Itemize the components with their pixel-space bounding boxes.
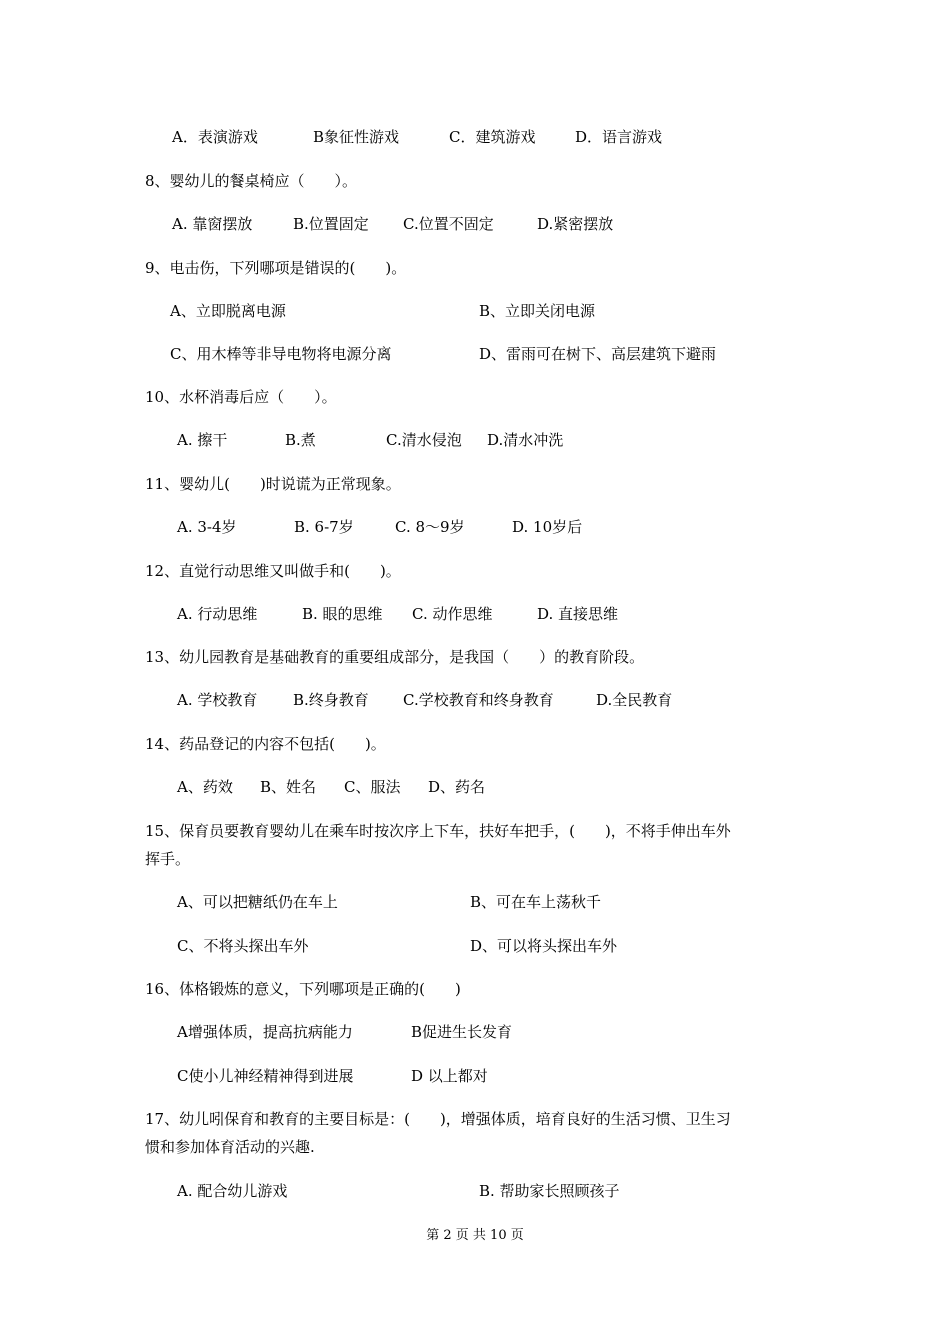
q13-option-d: D.全民教育	[596, 691, 673, 709]
q7-option-c: C．建筑游戏	[449, 128, 536, 146]
question-12-stem: 12、直觉行动思维又叫做手和( )。	[145, 562, 401, 580]
q14-option-a: A、药效	[177, 778, 233, 796]
q13-option-b: B.终身教育	[293, 691, 369, 709]
q17-option-b: B. 帮助家长照顾孩子	[479, 1182, 620, 1200]
q10-option-c: C.清水侵泡	[386, 431, 462, 449]
q11-option-c: C. 8～9岁	[395, 518, 465, 536]
q8-option-b: B.位置固定	[293, 215, 369, 233]
q8-option-a: A. 靠窗摆放	[172, 215, 253, 233]
question-17-stem-line2: 惯和参加体育活动的兴趣.	[145, 1138, 315, 1156]
q12-option-a: A. 行动思维	[177, 605, 258, 623]
q12-option-b: B. 眼的思维	[302, 605, 383, 623]
page-footer: 第 2 页 共 10 页	[426, 1228, 524, 1243]
q16-option-c: C使小儿神经精神得到进展	[177, 1067, 354, 1085]
question-14-stem: 14、药品登记的内容不包括( )。	[145, 735, 386, 753]
q11-option-b: B. 6-7岁	[294, 518, 354, 536]
q11-option-a: A. 3-4岁	[177, 518, 237, 536]
q16-option-a: A增强体质，提高抗病能力	[177, 1023, 353, 1041]
q8-option-c: C.位置不固定	[403, 215, 494, 233]
q8-option-d: D.紧密摆放	[537, 215, 614, 233]
q11-option-d: D. 10岁后	[512, 518, 583, 536]
q15-option-c: C、不将头探出车外	[177, 937, 309, 955]
q14-option-c: C、服法	[344, 778, 401, 796]
q16-option-d: D 以上都对	[411, 1067, 488, 1085]
question-15-stem-line1: 15、保育员要教育婴幼儿在乘车时按次序上下车，扶好车把手，( )，不将手伸出车外	[145, 822, 731, 840]
q9-option-c: C、用木棒等非导电物将电源分离	[170, 345, 392, 363]
q10-option-b: B.煮	[285, 431, 316, 449]
q12-option-d: D. 直接思维	[537, 605, 619, 623]
question-16-stem: 16、体格锻炼的意义，下列哪项是正确的( )	[145, 980, 461, 998]
q13-option-a: A. 学校教育	[177, 691, 258, 709]
question-15-stem-line2: 挥手。	[145, 850, 191, 868]
q16-option-b: B促进生长发育	[411, 1023, 513, 1041]
q7-option-d: D．语言游戏	[575, 128, 663, 146]
q10-option-d: D.清水冲洗	[487, 431, 564, 449]
q9-option-a: A、立即脱离电源	[170, 302, 286, 320]
question-13-stem: 13、幼儿园教育是基础教育的重要组成部分，是我国（ ）的教育阶段。	[145, 648, 645, 666]
q12-option-c: C. 动作思维	[412, 605, 493, 623]
q15-option-a: A、可以把糖纸仍在车上	[177, 893, 338, 911]
q15-option-b: B、可在车上荡秋千	[470, 893, 602, 911]
question-8-stem: 8、婴幼儿的餐桌椅应（ ）。	[145, 172, 358, 190]
q13-option-c: C.学校教育和终身教育	[403, 691, 554, 709]
q9-option-d: D、雷雨可在树下、高层建筑下避雨	[479, 345, 717, 363]
q17-option-a: A. 配合幼儿游戏	[177, 1182, 288, 1200]
q14-option-b: B、姓名	[260, 778, 317, 796]
q10-option-a: A. 擦干	[177, 431, 228, 449]
question-17-stem-line1: 17、幼儿吲保育和教育的主要目标是：( )，增强体质，培育良好的生活习惯、卫生习	[145, 1110, 731, 1128]
question-11-stem: 11、婴幼儿( )时说谎为正常现象。	[145, 475, 401, 493]
question-9-stem: 9、电击伤，下列哪项是错误的( )。	[145, 259, 407, 277]
q14-option-d: D、药名	[428, 778, 486, 796]
q9-option-b: B、立即关闭电源	[479, 302, 596, 320]
q7-option-a: A．表演游戏	[172, 128, 258, 146]
q7-option-b: B象征性游戏	[313, 128, 400, 146]
question-10-stem: 10、水杯消毒后应（ ）。	[145, 388, 337, 406]
q15-option-d: D、可以将头探出车外	[470, 937, 618, 955]
